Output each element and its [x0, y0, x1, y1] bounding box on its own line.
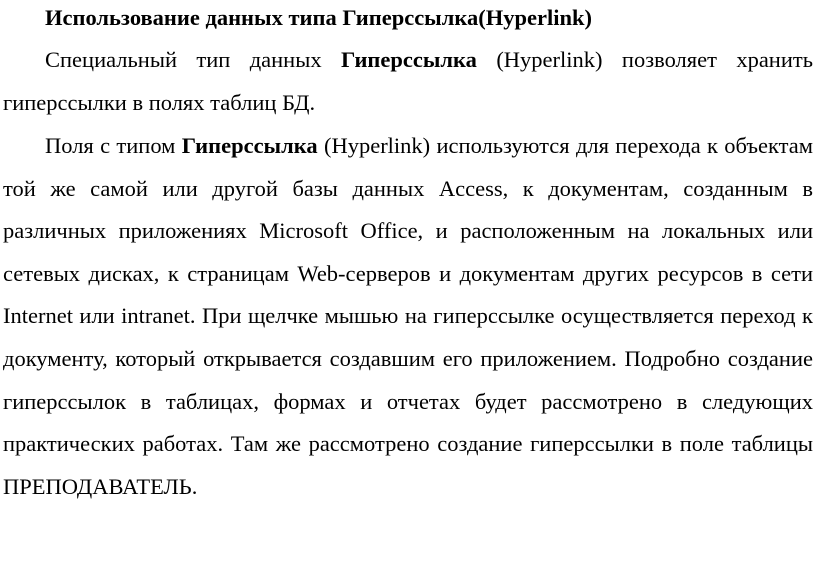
paragraph-hyperlink-definition — [3, 39, 813, 124]
paragraph1-text-end: (Hyperlink) позволяет хранить гиперссылки в полях таблиц БД. — [3, 47, 813, 115]
paragraph2-bold-term: Гиперссылка — [181, 133, 318, 158]
page-title: Использование данных типа Гиперссылка(Hyperlink) — [45, 5, 592, 30]
paragraph1-bold-term: Гиперссылка — [340, 47, 477, 72]
paragraph2-text-end: (Hyperlink) используются для перехода к объектам той же самой или другой базы данных Access, к документам, созданным в различных приложениях Microsoft Office, и расположенным на локальных или сетевых дисках, к страницам Web-серверов и документам других ресурсов в сети Internet или intranet. При щелчке мышью на гиперссылке осуществляется переход к документу, который открывается создавшим его приложением. Подробно создание гиперссылок в таблицах, формах и отчетах будет рассмотрено в следующих практических работах. Там же рассмотрено создание гиперссылки в поле таблицы ПРЕПОДАВАТЕЛЬ. — [3, 133, 813, 499]
paragraph2-text-start: Поля с типом — [45, 133, 182, 158]
paragraph1-text-start: Специальный тип данных — [45, 47, 341, 72]
paragraph-hyperlink-usage — [3, 125, 813, 508]
